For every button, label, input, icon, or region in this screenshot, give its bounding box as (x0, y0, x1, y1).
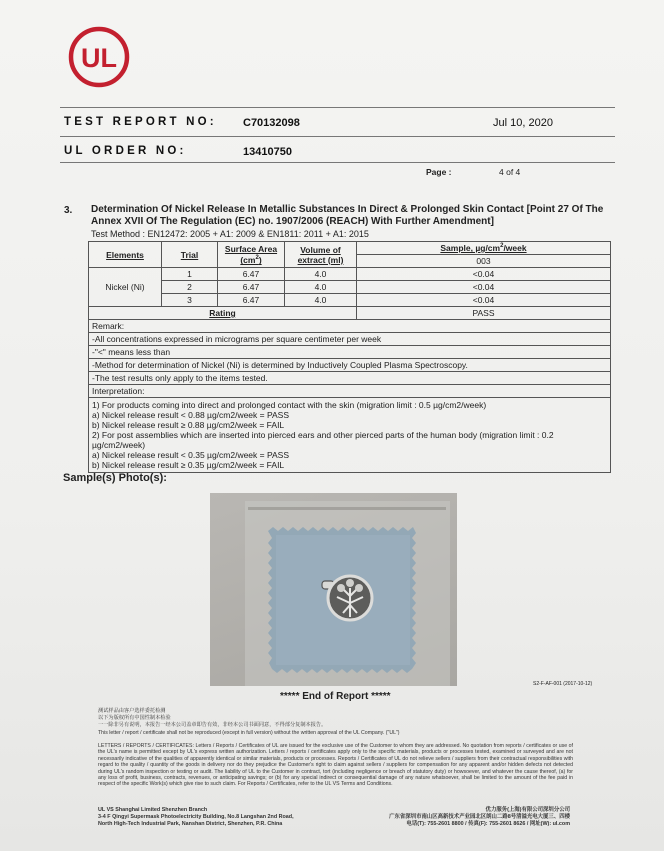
interpretation-line: 1) For products coming into direct and prolonged contact with the skin (migration limit : 0.5 µg/cm2/week) (92, 400, 487, 410)
trial-cell: 2 (162, 281, 218, 294)
result-cell: <0.04 (357, 294, 611, 307)
interpretation-line: a) Nickel release result < 0.35 µg/cm2/week = PASS (92, 450, 290, 460)
col-header-sample: Sample, $\mu g/cm^2$/week (357, 242, 611, 255)
col-header-area: Surface Area $(cm^2)$ (218, 242, 285, 268)
footer-line: 3-4 F Qingyi Supermask Photoelectricity Building, No.8 Langshan 2nd Road, (98, 814, 294, 820)
sample-photo (210, 493, 457, 686)
trial-cell: 1 (162, 268, 218, 281)
interpretation-line: 2) For post assemblies which are inserted into pierced ears and other pierced parts of the human body (migration limit : 0.2 µg/cm2/week) (92, 430, 554, 450)
area-cell: 6.47 (218, 294, 285, 307)
area-cell: 6.47 (218, 268, 285, 281)
report-date: Jul 10, 2020 (493, 117, 553, 129)
section-title: Determination Of Nickel Release In Metallic Substances In Direct & Prolonged Skin Contact [Point 27 Of The Annex XVII Of The Regulation (EC) no. 1907/2006 (REACH) With Further Amendment] (91, 204, 604, 227)
fine-print-cn2: 以下为版权所有中国性制本检验 (98, 715, 171, 721)
results-table (88, 241, 611, 473)
table-row (89, 281, 611, 294)
col-header-trial: Trial (162, 242, 218, 268)
footer-line: 优力服务(上海)有限公司深圳分公司 (485, 807, 570, 813)
sample-id: 003 (357, 255, 611, 268)
table-row (89, 294, 611, 307)
fine-print-en1: This letter / report / certificate shall not be reproduced (except in full version) without the written approval of the UL Company. ("UL") (98, 730, 400, 736)
trial-cell: 3 (162, 294, 218, 307)
footer-address-en (98, 807, 294, 828)
remark-line: -All concentrations expressed in micrograms per square centimeter per week (89, 333, 611, 346)
footer-line: 电话(T): 755-2601 8800 / 传真(F): 755-2601 8626 / 网址(W): ul.com (406, 821, 570, 827)
ul-logo (68, 26, 130, 88)
order-number-label: UL ORDER NO: (64, 145, 187, 157)
fine-print-terms: LETTERS / REPORTS / CERTIFICATES: Letters / Reports / Certificates of UL are issued for the exclusive use of the Customer to whom they are addressed. No quotation from reports / certificates or use of the UL's name is permitted except by UL's express written authorization. Letters / reports / certificates apply only to the specific materials, products or processes tested, examined or surveyed and are not necessarily indicative of the qualities of apparently identical or similar materials, products or processes. Reports / Certificates of UL do not relieve sellers / suppliers from their contractual responsibilities with regard to the quality / quantity of the goods in delivery nor do they prejudice the Customer's right to claim against sellers / suppliers for compensation for any apparent and/or hidden defects not detected during UL's random inspection or testing or audit. The liability of UL to the Customer in contract, tort (including negligence or breach of statutory duty) or howsoever, and whatever the cause thereof, (a) for any loss of profit, business, contracts, revenues, or anticipating savings; or (b) for any special indirect or consequential damage of any nature whatsoever, shall be limited to the amount of the fee paid in respect of the specific Work(s) which give rise to such claim. For Reports / Certificates, refer to the UL VS Terms and Conditions. (98, 743, 573, 788)
remark-line: -"<" means less than (89, 346, 611, 359)
interpretation-line: b) Nickel release result ≥ 0.88 µg/cm2/week = FAIL (92, 420, 285, 430)
report-number: C70132098 (243, 117, 300, 129)
table-row (89, 268, 611, 281)
end-of-report: ***** End of Report ***** (280, 691, 391, 702)
footer-address-cn (388, 807, 570, 828)
interpretation-text (89, 398, 611, 473)
section-number: 3. (64, 205, 73, 216)
remark-line: -Method for determination of Nickel (Ni) is determined by Inductively Coupled Plasma Spectroscopy. (89, 359, 611, 372)
report-number-label: TEST REPORT NO: (64, 116, 217, 128)
footer-line: UL VS Shanghai Limited Shenzhen Branch (98, 807, 208, 813)
result-cell: <0.04 (357, 281, 611, 294)
interpretation-label: Interpretation: (89, 385, 611, 398)
test-method: Test Method : EN12472: 2005 + A1: 2009 & EN1811: 2011 + A1: 2015 (91, 229, 369, 239)
rating-row (89, 307, 611, 320)
interpretation-line: a) Nickel release result < 0.88 µg/cm2/week = PASS (92, 410, 290, 420)
remark-line: -The test results only apply to the items tested. (89, 372, 611, 385)
col-header-volume: Volume of extract (ml) (285, 242, 357, 268)
footer-line: North High-Tech Industrial Park, Nanshan District, Shenzhen, P.R. China (98, 821, 283, 827)
rating-value: PASS (357, 307, 611, 320)
page-label: Page : (426, 167, 452, 177)
table-header-row (89, 242, 611, 255)
footer-line: 广东省深圳市南山区高新技术产业园北区朗山二路8号清溢光电大厦三、四楼 (389, 814, 570, 820)
interpretation-line: b) Nickel release result ≥ 0.35 µg/cm2/week = FAIL (92, 460, 285, 470)
element-name: Nickel (Ni) (89, 268, 162, 307)
header-rule-top (60, 107, 615, 108)
photo-label: Sample(s) Photo(s): (63, 472, 167, 484)
page-number: 4 of 4 (499, 167, 521, 177)
order-number: 13410750 (243, 146, 292, 158)
col-header-elements: Elements (89, 242, 162, 268)
logo-text: UL (81, 43, 117, 73)
area-cell: 6.47 (218, 281, 285, 294)
fine-print-cn1: 测试样品由客户选样委托检测 (98, 708, 166, 714)
fine-print-cn3: 一一除非另有说明，本报告一经本公司盖章即告有效，非经本公司书面同意，不得部分复制本报告。 (98, 722, 327, 728)
volume-cell: 4.0 (285, 281, 357, 294)
form-code: S2-F-AF-001 (2017-10-12) (533, 681, 593, 687)
remark-label: Remark: (89, 320, 611, 333)
rating-label: Rating (89, 307, 357, 320)
volume-cell: 4.0 (285, 268, 357, 281)
header-rule-bottom (60, 162, 615, 163)
header-rule-mid (60, 136, 615, 137)
result-cell: <0.04 (357, 268, 611, 281)
volume-cell: 4.0 (285, 294, 357, 307)
